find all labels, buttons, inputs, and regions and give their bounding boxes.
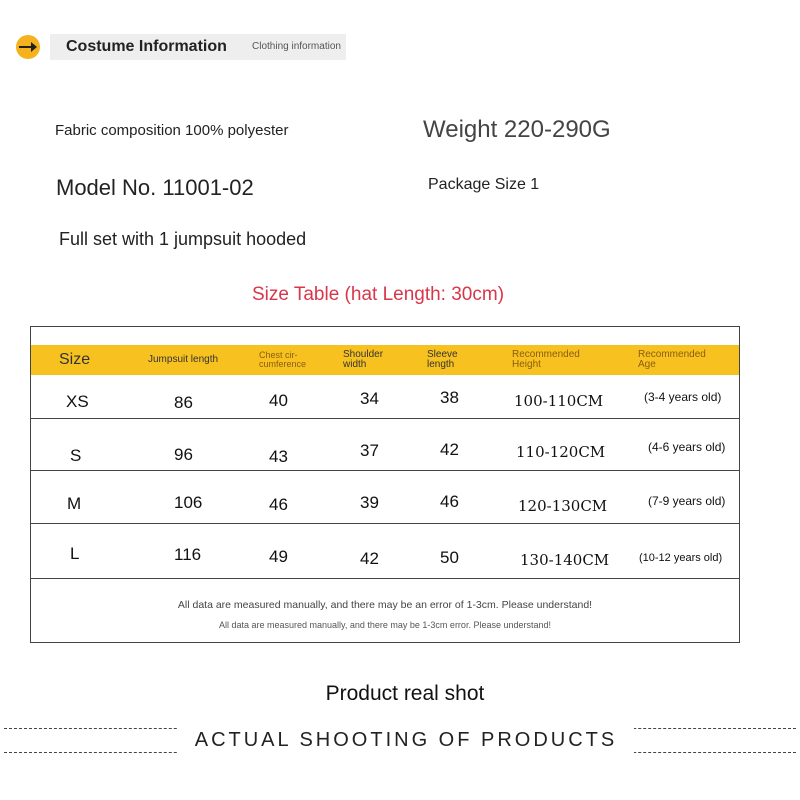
header-recommended-height: Recommended Height (512, 348, 580, 370)
header-chest: Chest cir- cumference (259, 349, 307, 369)
header-size: Size (59, 350, 91, 368)
table-cell-height: 100-110CM (514, 392, 604, 410)
table-cell-jumpsuit: 86 (174, 393, 193, 412)
table-cell-age: (3-4 years old) (644, 390, 722, 404)
table-cell-shoulder: 34 (360, 389, 379, 408)
measurement-note-secondary: All data are measured manually, and there may be 1-3cm error. Please understand! (218, 620, 551, 630)
header-jumpsuit-length: Jumpsuit length (148, 353, 219, 365)
table-cell-sleeve: 46 (440, 492, 459, 511)
header-subtitle: Clothing information (252, 41, 341, 52)
table-cell-age: (4-6 years old) (648, 440, 726, 454)
table-cell-sleeve: 38 (440, 388, 459, 407)
actual-shooting-caption: ACTUAL SHOOTING OF PRODUCTS (194, 729, 618, 751)
table-cell-age: (7-9 years old) (648, 494, 726, 508)
table-cell-size: M (67, 494, 82, 513)
table-cell-shoulder: 42 (360, 549, 379, 568)
table-cell-size: XS (66, 392, 89, 411)
arrow-right-icon (16, 35, 40, 59)
set-description: Full set with 1 jumpsuit hooded (59, 229, 307, 249)
table-cell-height: 130-140CM (520, 551, 610, 569)
header-recommended-age: Recommended Age (638, 348, 706, 370)
table-cell-jumpsuit: 116 (174, 545, 202, 564)
table-cell-size: L (70, 544, 80, 563)
header-title: Costume Information (66, 38, 227, 55)
table-cell-chest: 43 (269, 447, 288, 466)
table-cell-jumpsuit: 106 (174, 493, 203, 512)
row-divider (31, 418, 739, 419)
table-cell-age: (10-12 years old) (639, 552, 723, 564)
fabric-composition: Fabric composition 100% polyester (55, 122, 289, 139)
size-table (30, 326, 740, 643)
table-cell-chest: 40 (269, 391, 288, 410)
table-header (31, 345, 739, 375)
weight: Weight 220-290G (423, 116, 611, 143)
size-table-title: Size Table (hat Length: 30cm) (251, 284, 505, 305)
table-cell-chest: 46 (269, 495, 288, 514)
product-real-shot-title: Product real shot (325, 682, 485, 705)
table-cell-shoulder: 37 (360, 441, 379, 460)
table-cell-shoulder: 39 (360, 493, 379, 512)
table-cell-sleeve: 50 (440, 548, 459, 567)
table-cell-height: 110-120CM (516, 443, 606, 461)
table-cell-size: S (70, 446, 82, 465)
row-divider (31, 470, 739, 471)
row-divider (31, 578, 739, 579)
table-cell-chest: 49 (269, 547, 288, 566)
header-shoulder: Shoulder width (343, 348, 384, 370)
table-cell-jumpsuit: 96 (174, 445, 193, 464)
table-cell-sleeve: 42 (440, 440, 459, 459)
table-cell-height: 120-130CM (518, 497, 608, 515)
measurement-note: All data are measured manually, and there may be an error of 1-3cm. Please understand! (177, 599, 593, 611)
header-sleeve: Sleeve length (427, 348, 458, 370)
model-number: Model No. 11001-02 (56, 175, 254, 200)
row-divider (31, 523, 739, 524)
package-size: Package Size 1 (428, 176, 540, 193)
